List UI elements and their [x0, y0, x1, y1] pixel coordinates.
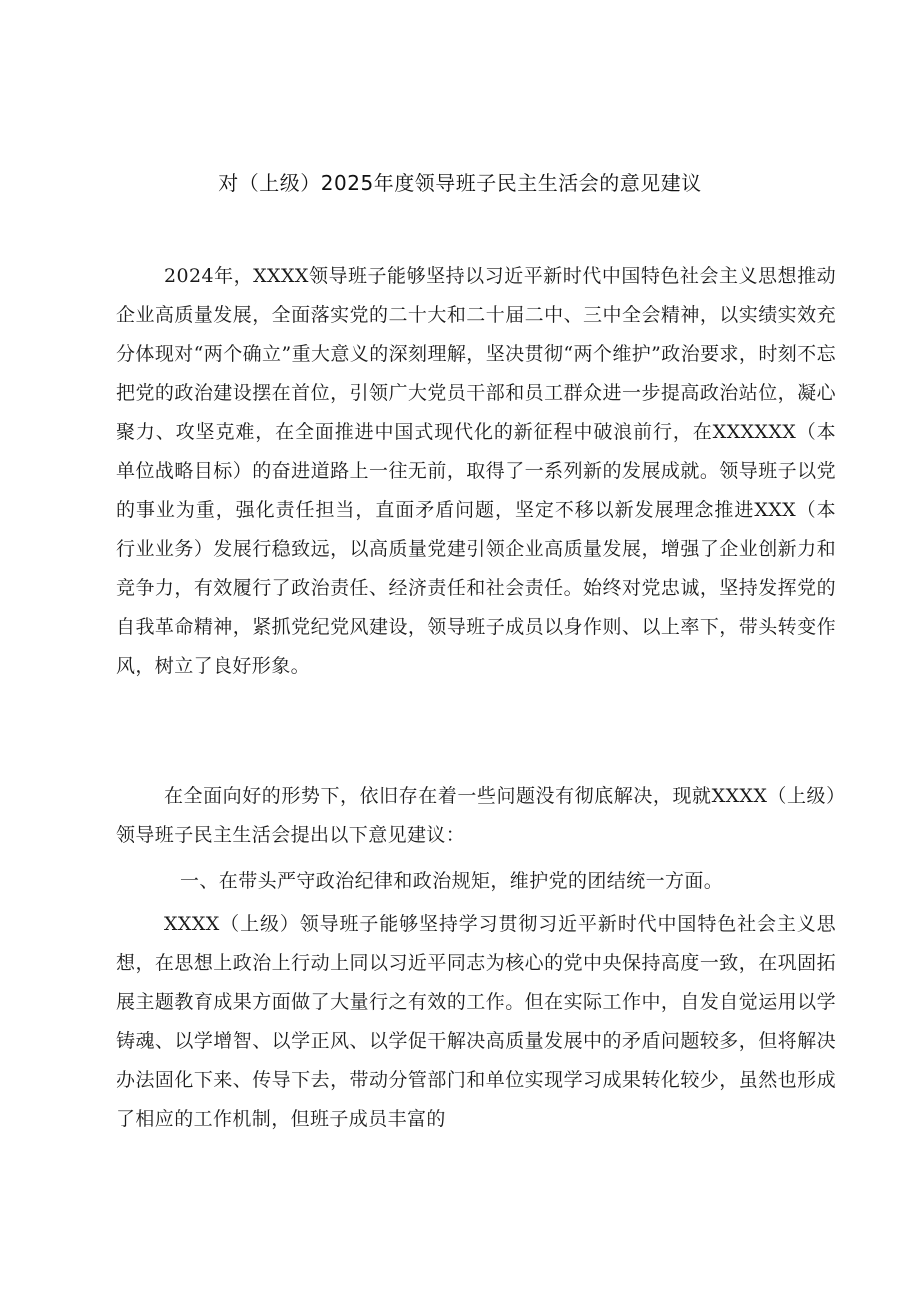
paragraph-intro: 2024年，XXXX领导班子能够坚持以习近平新时代中国特色社会主义思想推动企业高质量发展，全面落实党的二十大和二十届二中、三中全会精神，以实绩实效充分体现对“两个确立”重大意义的深刻理解，坚决贯彻“两个维护”政治要求，时刻不忘把党的政治建设摆在首位，引领广大党员干部和员工群众进一步提高政治站位，凝心聚力、攻坚克难，在全面推进中国式现代化的新征程中破浪前行，在XXXXXX（本单位战略目标）的奋进道路上一往无前，取得了一系列新的发展成就。领导班子以党的事业为重，强化责任担当，直面矛盾问题，坚定不移以新发展理念推进XXX（本行业业务）发展行稳致远，以高质量党建引领企业高质量发展，增强了企业创新力和竞争力，有效履行了政治责任、经济责任和社会责任。始终对党忠诚，坚持发挥党的自我革命精神，紧抓党纪党风建设，领导班子成员以身作则、以上率下，带头转变作风，树立了良好形象。	[116, 265, 836, 677]
paragraph-section-1: XXXX（上级）领导班子能够坚持学习贯彻习近平新时代中国特色社会主义思想，在思想上政治上行动上同以习近平同志为核心的党中央保持高度一致，在巩固拓展主题教育成果方面做了大量行之有效的工作。但在实际工作中，自发自觉运用以学铸魂、以学增智、以学正风、以学促干解决高质量发展中的矛盾问题较多，但将解决办法固化下来、传导下去，带动分管部门和单位实现学习成果转化较少，虽然也形成了相应的工作机制，但班子成员丰富的	[116, 913, 836, 1130]
paragraph-transition: 在全面向好的形势下，依旧存在着一些问题没有彻底解决，现就XXXX（上级）领导班子民主生活会提出以下意见建议：	[116, 785, 836, 846]
document-title: 对（上级）2025年度领导班子民主生活会的意见建议	[218, 171, 702, 195]
section-heading-1: 一、在带头严守政治纪律和政治规矩，维护党的团结统一方面。	[180, 870, 724, 892]
